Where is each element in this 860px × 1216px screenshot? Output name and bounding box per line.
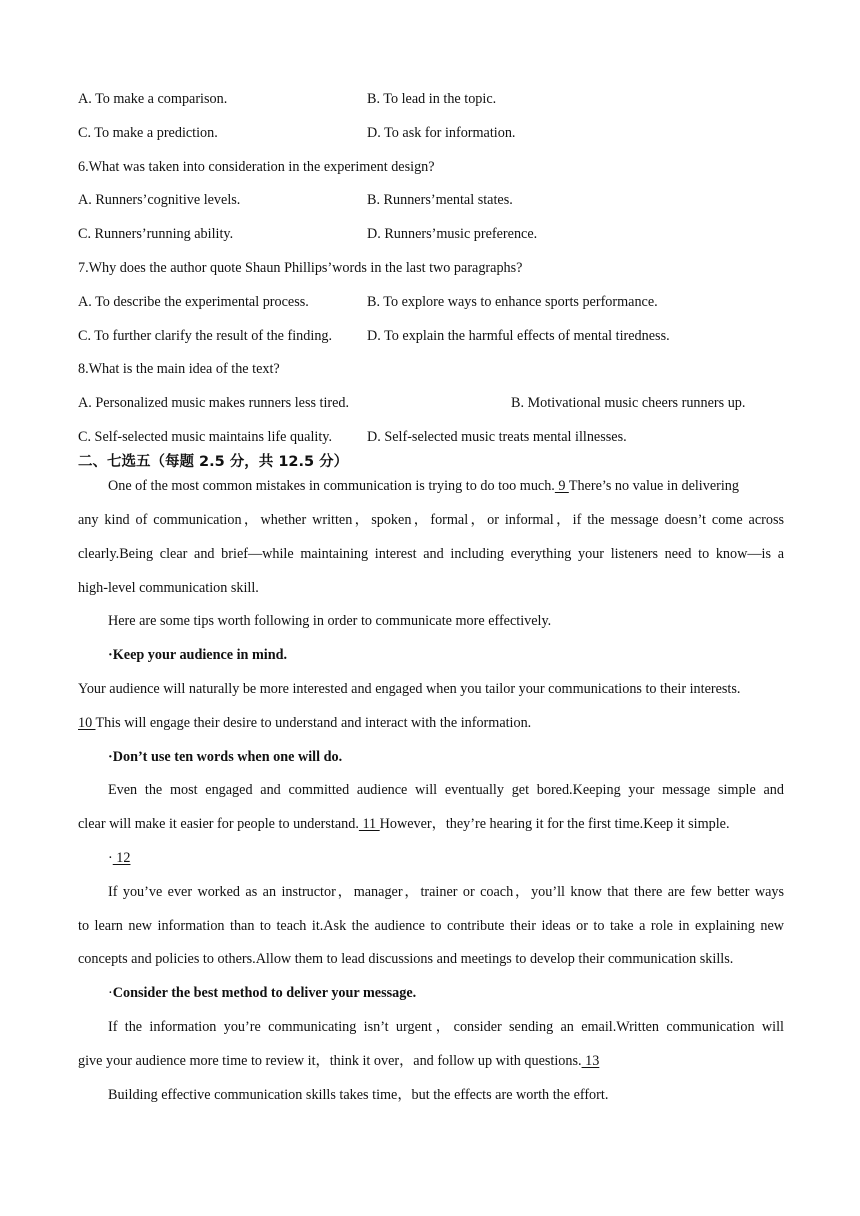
bullet-dot: ·: [108, 849, 113, 866]
q6-options-row-2: [78, 223, 784, 257]
p5-line-2: to learn new information than to teach it.Ask the audience to contribute their ideas or to take a role in explaining new: [78, 917, 784, 934]
q5-options-row-1: [78, 88, 784, 122]
bullet-dot: ·: [108, 985, 113, 1002]
p5-line-3: concepts and policies to others.Allow them to lead discussions and meetings to develop their communication skills.: [78, 951, 734, 968]
p6-text: give your audience more time to review it，think it over，and follow up with questions.: [78, 1052, 582, 1069]
q7-stem: 7.Why does the author quote Shaun Phillips’words in the last two paragraphs?: [78, 259, 523, 276]
p5-line-1: If you’ve ever worked as an instructor，manager，trainer or coach，you’ll know that there are few better ways: [108, 883, 784, 900]
p4-text-a: clear will make it easier for people to understand.: [78, 816, 359, 833]
q6-option-d[interactable]: D. Runners’music preference.: [367, 226, 538, 243]
p6-line-2: [78, 1050, 784, 1084]
q6-option-b[interactable]: B. Runners’mental states.: [367, 192, 513, 209]
q8-options-row-1: [78, 392, 784, 426]
p1-line-3: clearly.Being clear and brief—while maintaining interest and including everything your listeners need to know—is a: [78, 545, 784, 562]
q8-options-row-2: [78, 426, 784, 454]
p3-line-1: Your audience will naturally be more interested and engaged when you tailor your communications to their interests.: [78, 680, 741, 697]
p7-text: Building effective communication skills takes time，but the effects are worth the effort.: [108, 1086, 609, 1103]
q8-option-b[interactable]: B. Motivational music cheers runners up.: [511, 395, 746, 412]
p1-text-b: There’s no value in delivering: [568, 477, 739, 494]
q7-options-row-2: [78, 325, 784, 359]
p3-line-2: [78, 712, 784, 746]
heading-best-method-text: Consider the best method to deliver your message.: [112, 985, 417, 1002]
q8-option-c[interactable]: C. Self-selected music maintains life quality.: [78, 428, 332, 445]
p2-text: Here are some tips worth following in order to communicate more effectively.: [108, 613, 552, 630]
p1-text-a: One of the most common mistakes in communication is trying to do too much.: [108, 477, 555, 494]
q5-option-a[interactable]: A. To make a comparison.: [78, 91, 228, 107]
blank-12[interactable]: 12: [112, 849, 131, 866]
q5-options-row-2: [78, 122, 784, 156]
blank-10[interactable]: 10: [78, 714, 96, 731]
q7-option-c[interactable]: C. To further clarify the result of the finding.: [78, 327, 333, 344]
q7-option-a[interactable]: A. To describe the experimental process.: [78, 293, 309, 310]
blank-11[interactable]: 11: [358, 816, 380, 833]
q7-option-d[interactable]: D. To explain the harmful effects of mental tiredness.: [367, 327, 670, 344]
q8-option-a[interactable]: A. Personalized music makes runners less tired.: [78, 395, 350, 412]
p3-text: This will engage their desire to understand and interact with the information.: [95, 714, 532, 731]
p4-text-b: However，they’re hearing it for the first time.Keep it simple.: [379, 816, 730, 833]
q8-stem: 8.What is the main idea of the text?: [78, 361, 280, 378]
blank-13[interactable]: 13: [581, 1052, 600, 1069]
q5-option-c[interactable]: C. To make a prediction.: [78, 124, 218, 141]
q6-stem: 6.What was taken into consideration in the experiment design?: [78, 158, 435, 175]
heading-keep-audience: ·Keep your audience in mind.: [108, 647, 288, 664]
q5-option-d[interactable]: D. To ask for information.: [367, 124, 516, 141]
q6-options-row-1: [78, 189, 784, 223]
heading-ten-words: ·Don’t use ten words when one will do.: [108, 748, 343, 765]
p4-line-2: [78, 813, 784, 847]
p1-line-4: high-level communication skill.: [78, 579, 259, 596]
q8-option-d[interactable]: D. Self-selected music treats mental illnesses.: [367, 428, 627, 445]
heading-best-method: [78, 982, 784, 1016]
q7-option-b[interactable]: B. To explore ways to enhance sports performance.: [367, 293, 658, 310]
exam-page: [78, 88, 784, 1117]
q7-options-row-1: [78, 291, 784, 325]
heading-12-line: [78, 847, 784, 881]
section-2-title: 二、七选五（每题 2.5 分，共 12.5 分）: [78, 453, 349, 470]
q5-option-b[interactable]: B. To lead in the topic.: [367, 91, 497, 107]
p4-line-1: Even the most engaged and committed audience will eventually get bored.Keeping your message simple and: [108, 782, 784, 799]
blank-9[interactable]: 9: [554, 477, 569, 494]
p6-line-1: If the information you’re communicating isn’t urgent，consider sending an email.Written communication will: [108, 1018, 784, 1035]
q6-option-a[interactable]: A. Runners’cognitive levels.: [78, 192, 241, 209]
q6-option-c[interactable]: C. Runners’running ability.: [78, 226, 234, 243]
p1-line-2: any kind of communication，whether written，spoken，formal，or informal，if the message doesn’t come across: [78, 511, 784, 528]
p1-line-1: [78, 475, 784, 509]
